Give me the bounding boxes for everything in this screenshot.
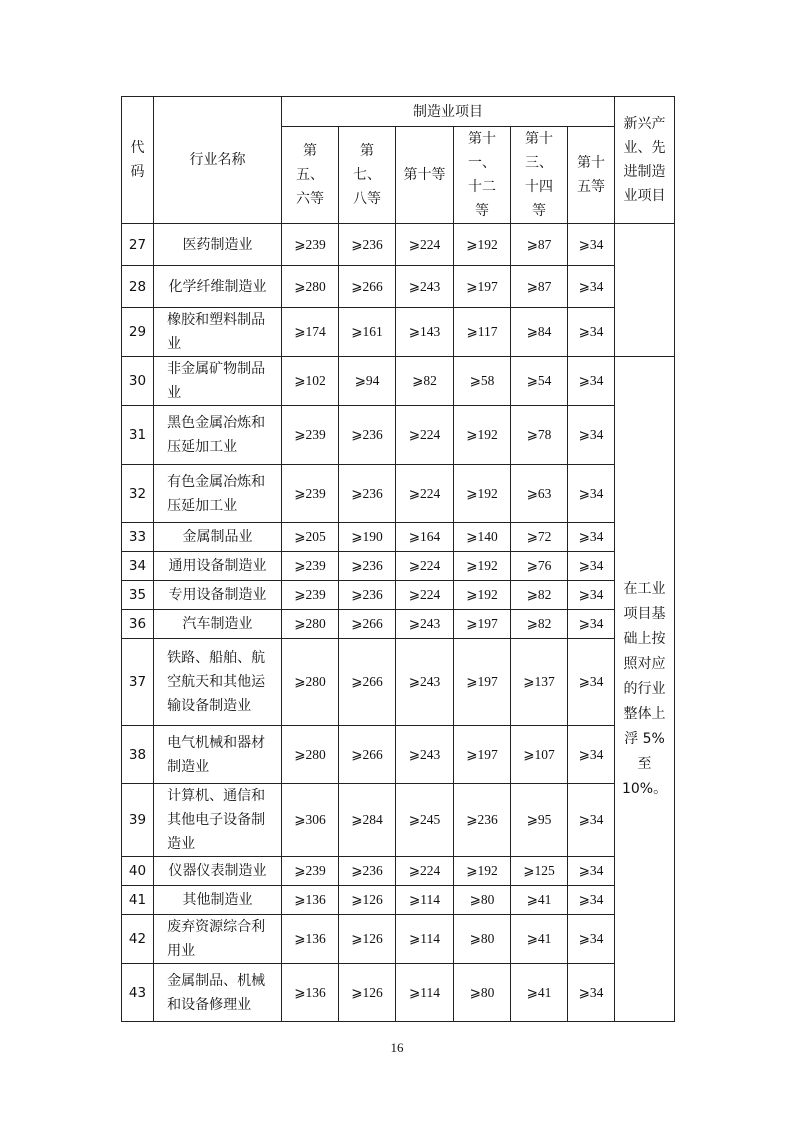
threshold-value: ⩾114 (396, 886, 454, 915)
threshold-value: ⩾236 (339, 552, 396, 581)
threshold-value: ⩾114 (396, 964, 454, 1022)
threshold-value: ⩾266 (339, 266, 396, 308)
threshold-value: ⩾192 (454, 465, 511, 523)
industry-name (154, 639, 282, 726)
threshold-value: ⩾34 (568, 308, 615, 357)
table-row (122, 357, 675, 406)
threshold-value: ⩾63 (511, 465, 568, 523)
industry-name (154, 610, 282, 639)
threshold-value: ⩾54 (511, 357, 568, 406)
table-row (122, 784, 675, 857)
threshold-value: ⩾224 (396, 581, 454, 610)
table-row (122, 308, 675, 357)
threshold-value: ⩾192 (454, 581, 511, 610)
industry-code: 36 (122, 610, 154, 639)
table-row (122, 266, 675, 308)
header-emerging: 新兴产业、先进制造业项目 (615, 97, 675, 224)
industry-name-text: 非金属矿物制品业 (167, 361, 266, 401)
industry-name-text: 通用设备制造业 (168, 558, 267, 574)
threshold-value: ⩾224 (396, 406, 454, 465)
threshold-value: ⩾126 (339, 964, 396, 1022)
threshold-value: ⩾34 (568, 224, 615, 266)
threshold-value: ⩾239 (282, 581, 339, 610)
industry-code: 41 (122, 886, 154, 915)
threshold-value: ⩾34 (568, 266, 615, 308)
threshold-value: ⩾236 (454, 784, 511, 857)
industry-code: 31 (122, 406, 154, 465)
table-row (122, 726, 675, 784)
industry-name (154, 552, 282, 581)
industry-name-text: 电气机械和器材制造业 (167, 734, 266, 775)
industry-code: 37 (122, 639, 154, 726)
industry-name-text: 专用设备制造业 (168, 587, 267, 603)
threshold-value: ⩾78 (511, 406, 568, 465)
table-row (122, 857, 675, 886)
threshold-value: ⩾280 (282, 610, 339, 639)
threshold-value: ⩾239 (282, 857, 339, 886)
industry-name (154, 523, 282, 552)
threshold-value: ⩾94 (339, 357, 396, 406)
threshold-value: ⩾34 (568, 784, 615, 857)
industry-code: 43 (122, 964, 154, 1022)
threshold-value: ⩾34 (568, 726, 615, 784)
table-row (122, 886, 675, 915)
threshold-value: ⩾224 (396, 857, 454, 886)
table-row (122, 224, 675, 266)
industry-code: 33 (122, 523, 154, 552)
threshold-value: ⩾114 (396, 915, 454, 964)
threshold-value: ⩾284 (339, 784, 396, 857)
industry-name-text: 有色金属冶炼和压延加工业 (167, 473, 266, 514)
threshold-value: ⩾174 (282, 308, 339, 357)
industry-code: 39 (122, 784, 154, 857)
threshold-value: ⩾306 (282, 784, 339, 857)
threshold-value: ⩾136 (282, 964, 339, 1022)
threshold-value: ⩾239 (282, 465, 339, 523)
industry-name-text: 其他制造业 (182, 892, 253, 908)
threshold-value: ⩾192 (454, 552, 511, 581)
table-row (122, 406, 675, 465)
industry-name (154, 915, 282, 964)
threshold-value: ⩾266 (339, 639, 396, 726)
table-row (122, 964, 675, 1022)
threshold-value: ⩾136 (282, 915, 339, 964)
threshold-value: ⩾80 (454, 964, 511, 1022)
threshold-value: ⩾41 (511, 964, 568, 1022)
industry-code: 29 (122, 308, 154, 357)
threshold-value: ⩾137 (511, 639, 568, 726)
threshold-value: ⩾107 (511, 726, 568, 784)
threshold-value: ⩾58 (454, 357, 511, 406)
threshold-value: ⩾243 (396, 726, 454, 784)
threshold-value: ⩾192 (454, 406, 511, 465)
industry-name-text: 化学纤维制造业 (168, 278, 267, 295)
industry-name (154, 266, 282, 308)
industry-name (154, 581, 282, 610)
table-row (122, 581, 675, 610)
industry-name-text: 汽车制造业 (182, 616, 253, 632)
threshold-value: ⩾243 (396, 610, 454, 639)
industry-name-text: 仪器仪表制造业 (168, 863, 267, 879)
industry-code: 32 (122, 465, 154, 523)
page-number: 16 (390, 1040, 404, 1055)
threshold-value: ⩾236 (339, 406, 396, 465)
threshold-value: ⩾197 (454, 610, 511, 639)
threshold-value: ⩾243 (396, 639, 454, 726)
threshold-value: ⩾280 (282, 726, 339, 784)
threshold-value: ⩾117 (454, 308, 511, 357)
threshold-value: ⩾224 (396, 224, 454, 266)
header-grade: 第十一、十二等 (454, 127, 511, 224)
threshold-value: ⩾266 (339, 610, 396, 639)
threshold-value: ⩾197 (454, 726, 511, 784)
industry-code: 35 (122, 581, 154, 610)
threshold-value: ⩾41 (511, 886, 568, 915)
industry-name (154, 406, 282, 465)
table-row (122, 639, 675, 726)
threshold-value: ⩾224 (396, 465, 454, 523)
header-grade: 第十五等 (568, 127, 615, 224)
industry-code: 38 (122, 726, 154, 784)
threshold-value: ⩾34 (568, 857, 615, 886)
industry-code: 28 (122, 266, 154, 308)
threshold-value: ⩾164 (396, 523, 454, 552)
threshold-value: ⩾34 (568, 639, 615, 726)
threshold-value: ⩾136 (282, 886, 339, 915)
threshold-value: ⩾236 (339, 857, 396, 886)
threshold-value: ⩾34 (568, 964, 615, 1022)
threshold-value: ⩾82 (396, 357, 454, 406)
industry-name-text: 铁路、船舶、航空航天和其他运输设备制造业 (167, 650, 266, 714)
threshold-value: ⩾236 (339, 465, 396, 523)
industry-code: 30 (122, 357, 154, 406)
table-row (122, 915, 675, 964)
threshold-value: ⩾34 (568, 886, 615, 915)
threshold-value: ⩾80 (454, 915, 511, 964)
industry-name (154, 857, 282, 886)
industry-name (154, 784, 282, 857)
header-grade: 第十三、十四等 (511, 127, 568, 224)
threshold-value: ⩾82 (511, 610, 568, 639)
industry-name (154, 224, 282, 266)
industry-code: 40 (122, 857, 154, 886)
threshold-value: ⩾84 (511, 308, 568, 357)
threshold-value: ⩾197 (454, 266, 511, 308)
header-grade: 第七、八等 (339, 127, 396, 224)
threshold-value: ⩾126 (339, 886, 396, 915)
industry-name-text: 金属制品、机械和设备修理业 (167, 972, 266, 1013)
header-industry: 行业名称 (154, 97, 282, 224)
table-row (122, 523, 675, 552)
threshold-value: ⩾190 (339, 523, 396, 552)
threshold-value: ⩾34 (568, 523, 615, 552)
threshold-value: ⩾192 (454, 857, 511, 886)
threshold-value: ⩾197 (454, 639, 511, 726)
industry-code: 27 (122, 224, 154, 266)
header-grade: 第十等 (396, 127, 454, 224)
threshold-value: ⩾34 (568, 465, 615, 523)
industry-code: 34 (122, 552, 154, 581)
threshold-value: ⩾72 (511, 523, 568, 552)
threshold-value: ⩾243 (396, 266, 454, 308)
industry-name (154, 357, 282, 406)
threshold-value: ⩾224 (396, 552, 454, 581)
emerging-note: 在工业项目基础上按照对应的行业整体上浮 5%至 10%。 (615, 357, 675, 1022)
threshold-value: ⩾41 (511, 915, 568, 964)
threshold-value: ⩾34 (568, 610, 615, 639)
threshold-value: ⩾126 (339, 915, 396, 964)
industry-name (154, 964, 282, 1022)
industry-name-text: 计算机、通信和其他电子设备制造业 (167, 788, 266, 852)
industry-name-text: 金属制品业 (182, 529, 253, 545)
threshold-value: ⩾280 (282, 639, 339, 726)
industry-name-text: 橡胶和塑料制品业 (167, 312, 266, 352)
threshold-value: ⩾34 (568, 581, 615, 610)
threshold-value: ⩾140 (454, 523, 511, 552)
threshold-value: ⩾239 (282, 406, 339, 465)
threshold-value: ⩾102 (282, 357, 339, 406)
threshold-value: ⩾87 (511, 224, 568, 266)
standards-table (121, 96, 675, 1022)
threshold-value: ⩾143 (396, 308, 454, 357)
industry-name (154, 308, 282, 357)
threshold-value: ⩾125 (511, 857, 568, 886)
threshold-value: ⩾161 (339, 308, 396, 357)
threshold-value: ⩾34 (568, 915, 615, 964)
threshold-value: ⩾239 (282, 224, 339, 266)
threshold-value: ⩾236 (339, 224, 396, 266)
threshold-value: ⩾82 (511, 581, 568, 610)
threshold-value: ⩾192 (454, 224, 511, 266)
header-code: 代码 (122, 97, 154, 224)
threshold-value: ⩾95 (511, 784, 568, 857)
header-row-1 (122, 97, 675, 127)
industry-name-text: 医药制造业 (182, 236, 253, 253)
table-body (122, 97, 675, 1022)
threshold-value: ⩾80 (454, 886, 511, 915)
threshold-value: ⩾34 (568, 406, 615, 465)
table-row (122, 610, 675, 639)
industry-name (154, 886, 282, 915)
threshold-value: ⩾266 (339, 726, 396, 784)
threshold-value: ⩾280 (282, 266, 339, 308)
threshold-value: ⩾87 (511, 266, 568, 308)
header-manufacturing: 制造业项目 (282, 97, 615, 127)
industry-code: 42 (122, 915, 154, 964)
industry-name (154, 726, 282, 784)
industry-name-text: 黑色金属冶炼和压延加工业 (167, 415, 266, 455)
industry-name (154, 465, 282, 523)
threshold-value: ⩾34 (568, 552, 615, 581)
threshold-value: ⩾245 (396, 784, 454, 857)
threshold-value: ⩾239 (282, 552, 339, 581)
threshold-value: ⩾205 (282, 523, 339, 552)
table-row (122, 465, 675, 523)
table-row (122, 552, 675, 581)
emerging-blank-cell (615, 224, 675, 357)
threshold-value: ⩾236 (339, 581, 396, 610)
threshold-value: ⩾76 (511, 552, 568, 581)
header-grade: 第五、六等 (282, 127, 339, 224)
threshold-value: ⩾34 (568, 357, 615, 406)
industry-name-text: 废弃资源综合利用业 (167, 919, 266, 959)
